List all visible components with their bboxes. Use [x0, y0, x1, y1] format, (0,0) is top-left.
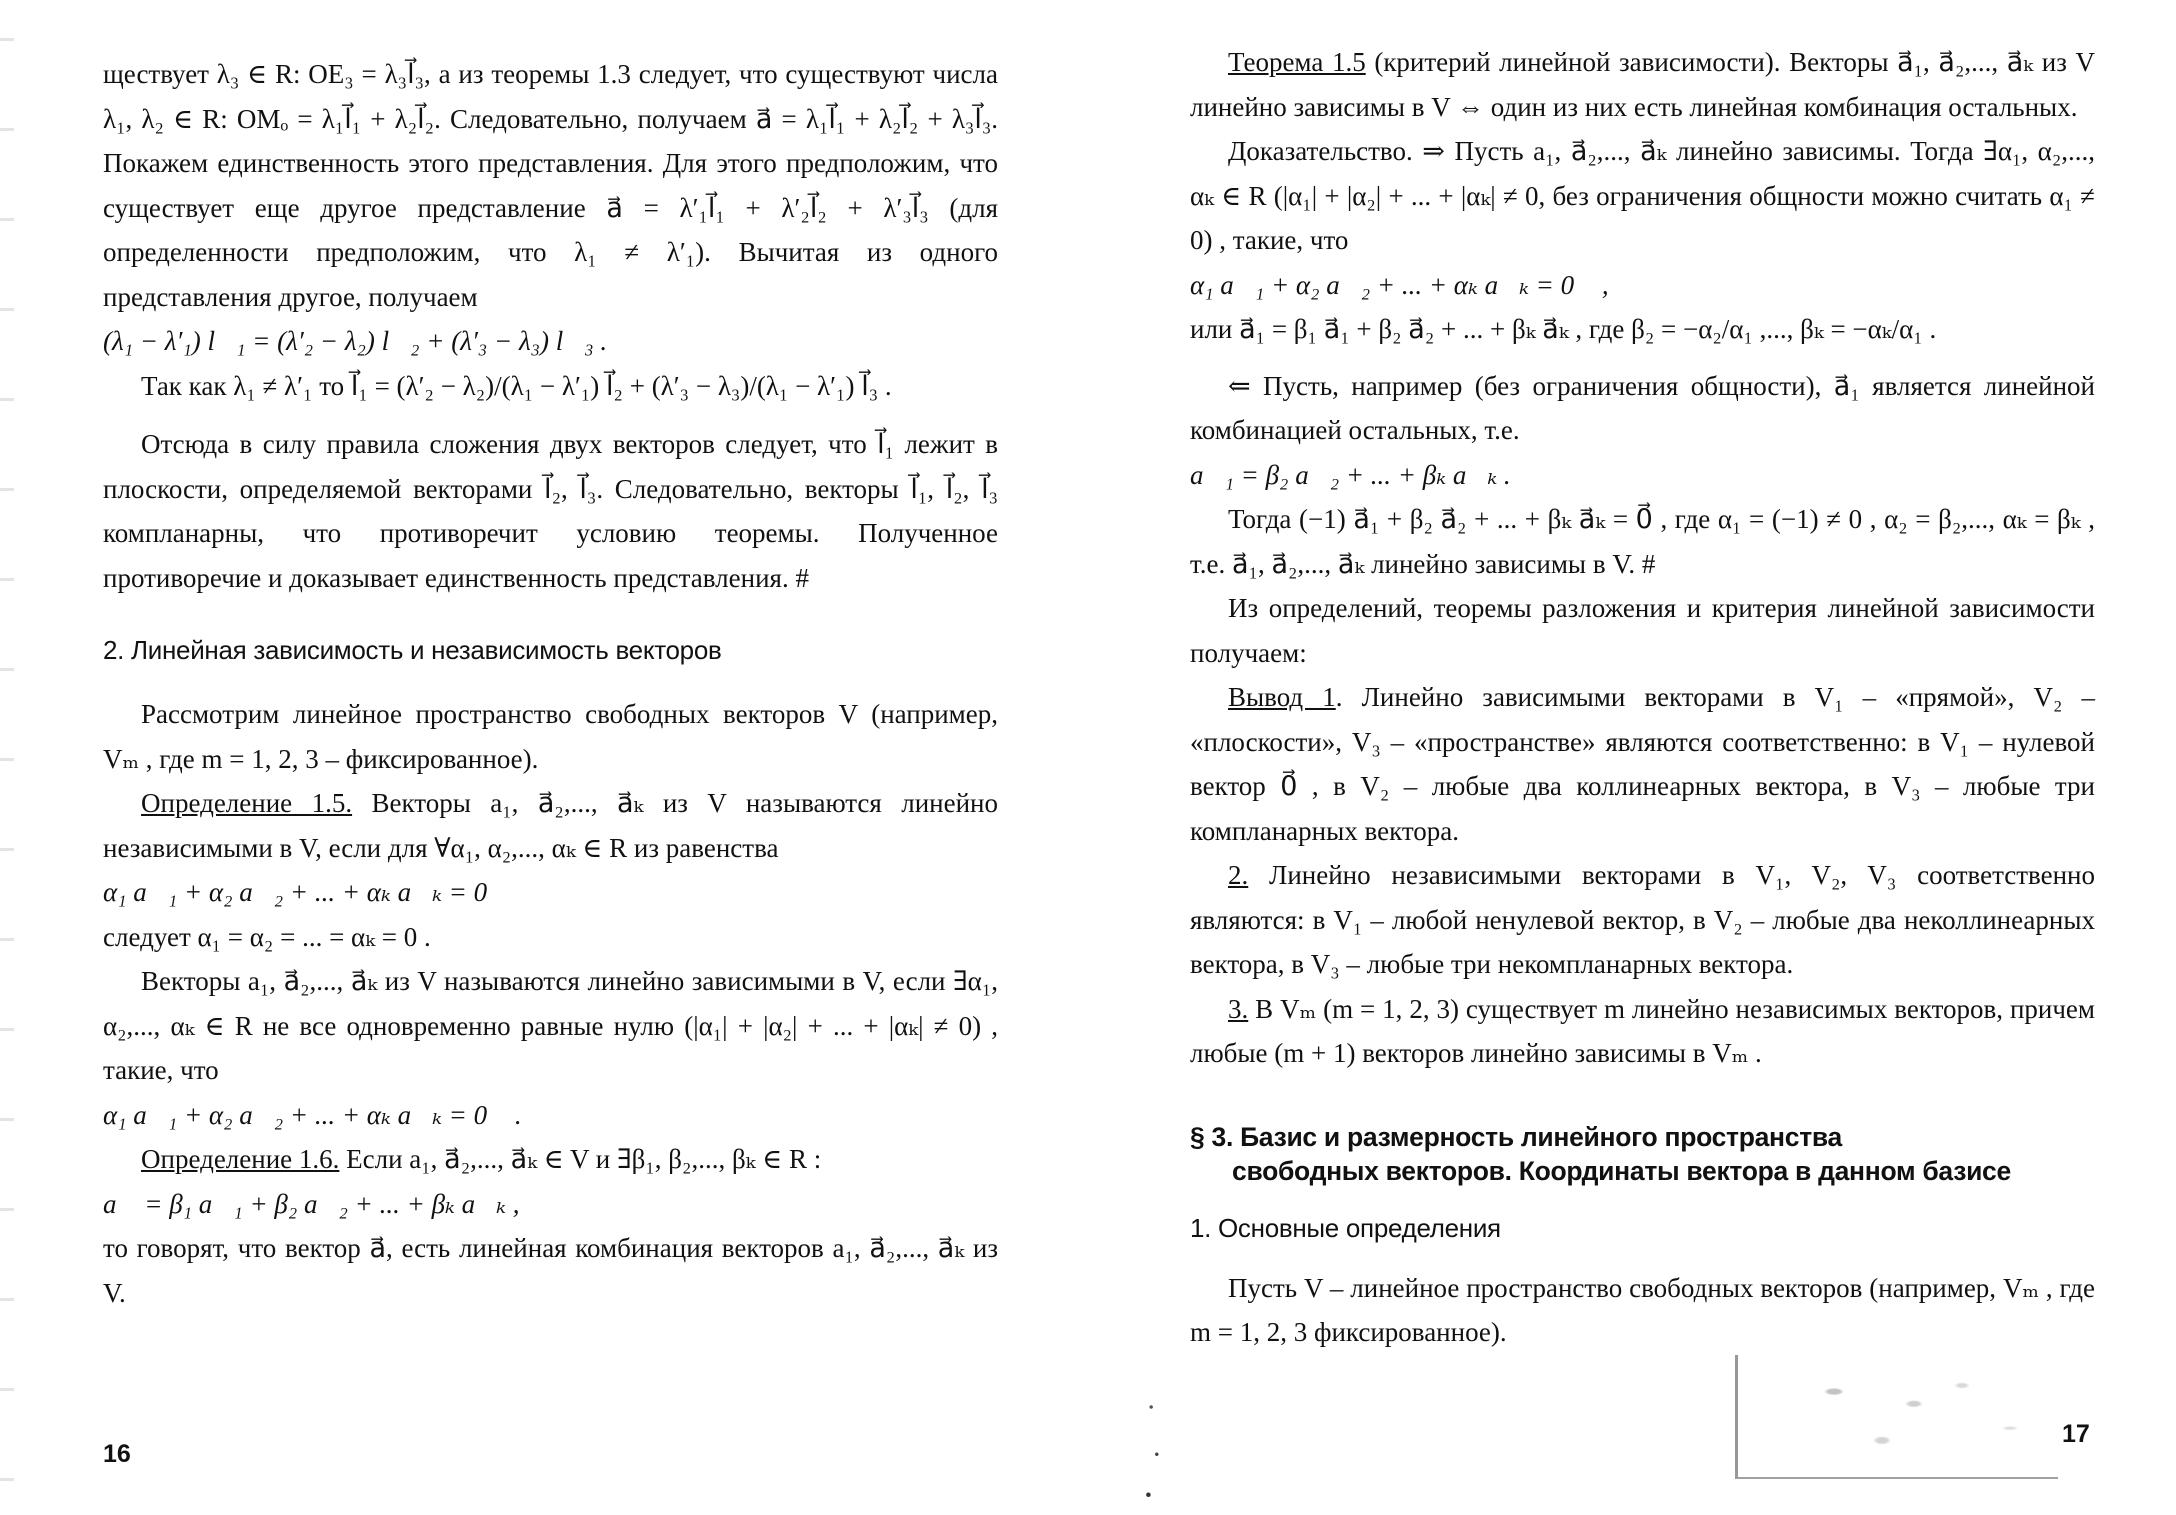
left-paragraph-4: следует α₁ = α₂ = ... = αₖ = 0 .: [103, 921, 431, 952]
conclusion-2: [1190, 853, 2095, 987]
theorem-1-5: [1190, 40, 2095, 129]
right-column: [1190, 40, 2095, 1355]
definition-1-6-label: Определение 1.6.: [141, 1144, 340, 1174]
definition-1-6: [103, 1137, 998, 1182]
definition-1-6-text: Если a₁, a⃗₂,..., a⃗ₖ ∈ V и ∃β₁, β₂,..., βₖ ∈ R :: [339, 1144, 822, 1174]
left-formula-5: a⃗ = β₁ a⃗₁ + β₂ a⃗₂ + ... + βₖ a⃗ₖ ,: [103, 1188, 520, 1219]
proof-paragraph-1: Доказательство. ⇒ Пусть a₁, a⃗₂,..., a⃗ₖ линейно зависимы. Тогда ∃α₁, α₂,..., αₖ ∈ R (|α₁| + |α₂| + ... + |αₖ| ≠ 0, без ограничения общности можно считать α₁ ≠ 0) , такие, что: [1190, 136, 2095, 255]
left-subheading: 2. Линейная зависимость и независимость векторов: [103, 635, 722, 665]
left-paragraph-3: Рассмотрим линейное пространство свободных векторов V (например, Vₘ , где m = 1, 2, 3 – фиксированное).: [103, 699, 998, 774]
proof-paragraph-3: Тогда (−1) a⃗₁ + β₂ a⃗₂ + ... + βₖ a⃗ₖ = 0⃗ , где α₁ = (−1) ≠ 0 , α₂ = β₂,..., αₖ = βₖ , т.е. a⃗₁, a⃗₂,..., a⃗ₖ линейно зависимы в V. #: [1190, 504, 2095, 579]
right-formula-3: a⃗₁ = β₂ a⃗₂ + ... + βₖ a⃗ₖ .: [1190, 459, 1511, 490]
left-formula-3: α₁ a⃗₁ + α₂ a⃗₂ + ... + αₖ a⃗ₖ = 0⃗: [103, 877, 509, 907]
section-3-heading-line-2: свободных векторов. Координаты вектора в данном базисе: [1232, 1155, 2011, 1186]
left-formula-2: Так как λ₁ ≠ λ′₁ то l⃗₁ = (λ′₂ − λ₂)/(λ₁ − λ′₁) l⃗₂ + (λ′₃ − λ₃)/(λ₁ − λ′₁) l⃗₃ .: [141, 370, 892, 401]
right-formula-1: α₁ a⃗₁ + α₂ a⃗₂ + ... + αₖ a⃗ₖ = 0⃗ ,: [1190, 269, 1609, 300]
theorem-1-5-text: (критерий линейной зависимости). Векторы a⃗₁, a⃗₂,..., a⃗ₖ из V линейно зависимы в V ⇔ один из них есть линейная комбинация остальных.: [1190, 47, 2096, 122]
page-number-left: 16: [103, 1440, 131, 1468]
left-paragraph-2: Отсюда в силу правила сложения двух векторов следует, что l⃗₁ лежит в плоскости, определяемой векторами l⃗₂, l⃗₃. Следовательно, векторы l⃗₁, l⃗₂, l⃗₃ компланарны, что противоречит условию теоремы. Полученное противоречие и доказывает единственность представления. #: [103, 429, 998, 593]
scan-smudge: [1735, 1355, 2058, 1479]
conclusion-1-text: . Линейно зависимыми векторами в V₁ – «прямой», V₂ – «плоскости», V₃ – «пространстве» являются соответственно: в V₁ – нулевой вектор 0⃗ , в V₂ – любые два коллинеарных вектора, в V₃ – любые три компланарных вектора.: [1190, 682, 2095, 846]
page-number-right: 17: [2062, 1420, 2090, 1448]
right-subheading: 1. Основные определения: [1190, 1212, 1501, 1243]
right-paragraph-2: Пусть V – линейное пространство свободных векторов (например, Vₘ , где m = 1, 2, 3 фиксированное).: [1190, 1272, 2095, 1347]
left-formula-1: (λ₁ − λ′₁) l⃗₁ = (λ′₂ − λ₂) l⃗₂ + (λ′₃ − λ₃) l⃗₃ .: [103, 326, 608, 356]
definition-1-5-text: Векторы a₁, a⃗₂,..., a⃗ₖ из V называются линейно независимыми в V, если для ∀α₁, α₂,..., αₖ ∈ R из равенства: [103, 788, 998, 863]
conclusion-3-label: 3.: [1228, 993, 1249, 1024]
section-3-heading: [1190, 1120, 2095, 1188]
left-column: [103, 52, 998, 1315]
proof-paragraph-2: ⇐ Пусть, например (без ограничения общности), a⃗₁ является линейной комбинацией остальных, т.е.: [1190, 370, 2095, 445]
definition-1-5-label: Определение 1.5.: [141, 788, 353, 818]
left-paragraph-1: ществует λ₃ ∈ R: OE₃ = λ₃l⃗₃, а из теоремы 1.3 следует, что существуют числа λ₁, λ₂ ∈ R: OMₒ = λ₁l⃗₁ + λ₂l⃗₂. Следовательно, получаем a⃗ = λ₁l⃗₁ + λ₂l⃗₂ + λ₃l⃗₃. Покажем единственность этого представления. Для этого предположим, что существует еще другое представление a⃗ = λ′₁l⃗₁ + λ′₂l⃗₂ + λ′₃l⃗₃ (для определенности предположим, что λ₁ ≠ λ′₁). Вычитая из одного представления другое, получаем: [103, 59, 998, 312]
theorem-1-5-label: Теорема 1.5: [1228, 47, 1366, 77]
conclusion-3: [1190, 987, 2095, 1076]
left-paragraph-5: Векторы a₁, a⃗₂,..., a⃗ₖ из V называются линейно зависимыми в V, если ∃α₁, α₂,..., αₖ ∈ R не все одновременно равные нулю (|α₁| + |α₂| + ... + |αₖ| ≠ 0) , такие, что: [103, 966, 998, 1085]
right-paragraph-1: Из определений, теоремы разложения и критерия линейной зависимости получаем:: [1190, 593, 2095, 668]
conclusion-3-text: В Vₘ (m = 1, 2, 3) существует m линейно независимых векторов, причем любые (m + 1) векторов линейно зависимы в Vₘ .: [1190, 993, 2095, 1068]
conclusion-2-label: 2.: [1228, 860, 1249, 890]
definition-1-5: [103, 781, 998, 870]
conclusion-1: [1190, 675, 2095, 853]
conclusion-2-text: Линейно независимыми векторами в V₁, V₂, V₃ соответственно являются: в V₁ – любой ненулевой вектор, в V₂ – любые два неколлинеарных вектора, в V₃ – любые три некомпланарных вектора.: [1190, 860, 2095, 979]
conclusion-1-label: Вывод 1: [1228, 682, 1336, 712]
left-formula-4: α₁ a⃗₁ + α₂ a⃗₂ + ... + αₖ a⃗ₖ = 0⃗ .: [103, 1099, 522, 1130]
section-3-heading-line-1: § 3. Базис и размерность линейного пространства: [1190, 1121, 1842, 1152]
right-formula-2: или a⃗₁ = β₁ a⃗₁ + β₂ a⃗₂ + ... + βₖ a⃗ₖ , где β₂ = −α₂/α₁ ,..., βₖ = −αₖ/α₁ .: [1190, 314, 1937, 344]
left-paragraph-6: то говорят, что вектор a⃗, есть линейная комбинация векторов a₁, a⃗₂,..., a⃗ₖ из V.: [103, 1233, 998, 1308]
